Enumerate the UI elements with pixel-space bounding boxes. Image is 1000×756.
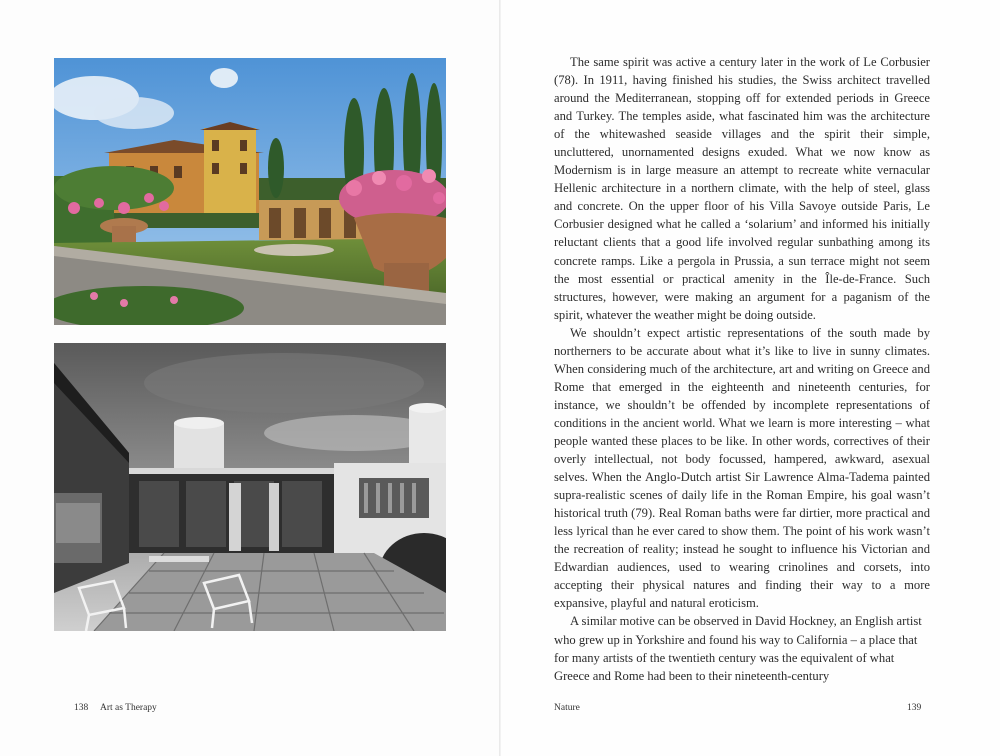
right-page-number: 139 <box>907 703 922 713</box>
right-running-title: Nature <box>554 703 580 713</box>
left-running-title: Art as Therapy <box>100 703 157 713</box>
paragraph: We shouldn’t expect artistic representations of the south made by northerners to be accurate about what it’s like to live in sunny climates. When considering much of the architecture, art and writing on Greece and Rome that emerged in the eighteenth and nineteenth centuries, for instance, we shouldn’t be offended by incomplete representations of conditions in the ancient world. What we learn is more interesting – what people wanted these places to be like. In other words, correctives of their overly intellectual, not body focussed, hampered, awkward, asexual selves. When the Anglo-Dutch artist Sir Lawrence Alma-Tadema painted supra-realistic scenes of daily life in the Roman Empire, his goal wasn’t historical truth (79). Real Roman baths were far dirtier, more practical and less lyrical than he ever cared to show them. The point of his work wasn’t the recreation of reality; instead he sought to influence his Victorian and Edwardian audiences, used to wearing crinolines and corsets, into accepting their physical natures and finding their way to a more expansive, playful and natural eroticism. <box>554 325 930 611</box>
paragraph: The same spirit was active a century later in the work of Le Corbusier (78). In 1911, having finished his studies, the Swiss architect travelled around the Mediterranean, stopping off for extended periods in Greece and Turkey. The temples aside, what fascinated him was the architecture of the whitewashed seaside villages and the spirit their simple, uncluttered, unornamented designs exuded. What we now know as Modernism is in large measure an attempt to recreate white vernacular Hellenic architecture in a northern climate, with the help of steel, glass and concrete. On the upper floor of his Villa Savoye outside Paris, Le Corbusier designed what he called a ‘solarium’ and informed his initially reluctant clients that a good life involved regular sunbathing among its concrete ramps. Like a pergola in Prussia, a sun terrace might not seem the most essential or practical amenity in the Île-de-France. Such structures, however, were making an argument for a paganism of the spirit, whatever the weather might be doing outside. <box>554 55 930 322</box>
paragraph: A similar motive can be observed in David Hockney, an English artist who grew up in Yorkshire and found his way to California – a place that for many artists of the twentieth century was the equivalent of what Greece and Rome had been to their nineteenth-century <box>554 614 922 683</box>
left-page-number: 138 <box>74 703 89 713</box>
left-page <box>0 0 499 756</box>
body-text <box>554 53 930 685</box>
villa-garden-photo <box>54 58 446 325</box>
villa-savoye-terrace-photo <box>54 343 446 631</box>
